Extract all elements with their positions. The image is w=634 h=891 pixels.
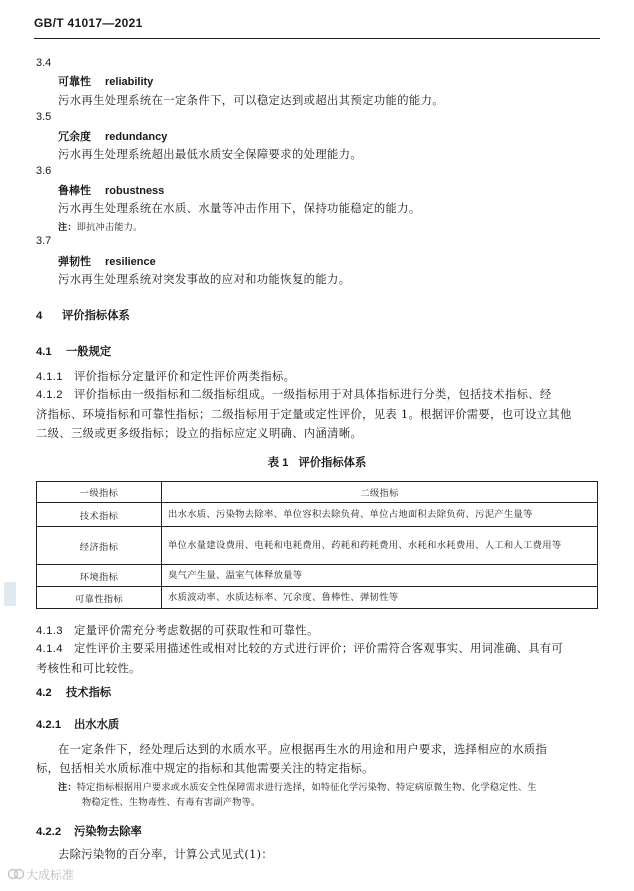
paragraph-text: 评价指标分定量评价和定性评价两类指标。 xyxy=(74,370,296,383)
table-cell-level2: 出水水质、污染物去除率、单位容积去除负荷、单位占地面积去除负荷、污泥产生量等 xyxy=(162,503,598,527)
section-heading xyxy=(36,823,142,839)
watermark-text: 大成标准 xyxy=(26,868,75,882)
paragraph-line: 在一定条件下，经处理后达到的水质水平。应根据再生水的用途和用户要求，选择相应的水质指 xyxy=(58,743,548,756)
table-number: 表 1 xyxy=(267,457,289,469)
table-title: 评价指标体系 xyxy=(298,456,367,469)
section-title: 技术指标 xyxy=(66,686,112,699)
note-line xyxy=(58,780,598,795)
term-zh: 可靠性 xyxy=(58,75,91,88)
paragraph-line: 济指标、环境指标和可靠性指标；二级指标用于定量或定性评价，见表 1。根据评价需要，也可设立其他 xyxy=(36,408,572,421)
paragraph xyxy=(36,621,602,641)
term-zh: 冗余度 xyxy=(58,130,91,143)
watermark xyxy=(8,866,74,883)
term-note xyxy=(58,219,143,233)
paragraph xyxy=(36,639,602,678)
paragraph-number: 4.1.4 xyxy=(36,643,63,655)
note-label: 注： xyxy=(58,782,77,793)
table-row xyxy=(37,565,598,587)
term-zh: 弹韧性 xyxy=(58,255,91,268)
clause-number: 3.7 xyxy=(36,235,52,247)
section-title: 出水水质 xyxy=(74,718,120,731)
clause-number: 3.5 xyxy=(36,111,52,123)
table-cell-level1: 环境指标 xyxy=(37,565,162,587)
table-header-cell: 二级指标 xyxy=(162,482,598,503)
table-cell-level2: 水质波动率、水质达标率、冗余度、鲁棒性、弹韧性等 xyxy=(162,587,598,609)
table-cell-level1: 技术指标 xyxy=(37,503,162,527)
term-zh: 鲁棒性 xyxy=(58,184,91,197)
paragraph-line: 标，包括相关水质标准中规定的指标和其他需要关注的特定指标。 xyxy=(36,762,374,775)
paragraph xyxy=(36,740,602,778)
section-number: 4.1 xyxy=(36,346,52,358)
table-row xyxy=(37,587,598,609)
term-en: reliability xyxy=(105,76,154,88)
paragraph-line xyxy=(36,639,602,659)
table-cell-level2: 单位水量建设费用、电耗和电耗费用、药耗和药耗费用、水耗和水耗费用、人工和人工费用等 xyxy=(162,527,598,565)
paragraph-line: 二级、三级或更多级指标；设立的指标应定义明确、内涵清晰。 xyxy=(36,427,363,440)
paragraph-line xyxy=(36,385,602,405)
paragraph-text: 定量评价需充分考虑数据的可获取性和可靠性。 xyxy=(74,624,319,637)
term-en: redundancy xyxy=(105,131,168,143)
term-definition: 污水再生处理系统在水质、水量等冲击作用下，保持功能稳定的能力。 xyxy=(58,202,421,215)
term-definition: 污水再生处理系统超出最低水质安全保障要求的处理能力。 xyxy=(58,148,363,161)
table-row xyxy=(37,503,598,527)
note-label: 注： xyxy=(58,222,77,233)
table-header-row xyxy=(37,482,598,503)
term-title xyxy=(58,73,153,89)
section-title: 评价指标体系 xyxy=(62,309,130,322)
standard-id-header: GB/T 41017—2021 xyxy=(34,16,143,30)
note xyxy=(58,780,598,810)
clause-number: 3.4 xyxy=(36,57,52,69)
note-text: 特定指标根据用户要求或水质安全性保障需求进行选择，如特征化学污染物、特定病原微生物、化学稳定性、生 xyxy=(76,782,537,793)
section-heading xyxy=(36,684,111,700)
term-title xyxy=(58,253,156,269)
paragraph: 去除污染物的百分率，计算公式见式(1)： xyxy=(58,848,274,861)
note-line: 物稳定性、生物毒性、有毒有害副产物等。 xyxy=(82,797,261,808)
term-definition: 污水再生处理系统对突发事故的应对和功能恢复的能力。 xyxy=(58,273,351,286)
table-cell-level1: 经济指标 xyxy=(37,527,162,565)
section-number: 4.2 xyxy=(36,687,52,699)
side-tab-marker xyxy=(4,582,16,606)
table-caption xyxy=(0,454,634,470)
paragraph-number: 4.1.1 xyxy=(36,371,63,383)
term-definition: 污水再生处理系统在一定条件下，可以稳定达到或超出其预定功能的能力。 xyxy=(58,94,445,107)
indicator-table xyxy=(36,481,598,609)
table-cell-level1: 可靠性指标 xyxy=(37,587,162,609)
paragraph-number: 4.1.2 xyxy=(36,389,63,401)
table-header-cell: 一级指标 xyxy=(37,482,162,503)
clause-number: 3.6 xyxy=(36,165,52,177)
watermark-logo-icon xyxy=(8,867,24,881)
term-title xyxy=(58,182,164,198)
section-number: 4.2.2 xyxy=(36,826,62,838)
paragraph xyxy=(36,385,602,443)
paragraph-text: 定性评价主要采用描述性或相对比较的方式进行评价；评价需符合客观事实、用词准确、具有可 xyxy=(74,642,564,655)
term-en: robustness xyxy=(105,185,165,197)
term-en: resilience xyxy=(105,256,156,268)
section-number: 4 xyxy=(36,310,43,322)
section-number: 4.2.1 xyxy=(36,719,62,731)
term-title xyxy=(58,128,167,144)
note-text: 即抗冲击能力。 xyxy=(76,222,143,233)
paragraph-text: 评价指标由一级指标和二级指标组成。一级指标用于对具体指标进行分类，包括技术指标、经 xyxy=(74,388,552,401)
table-row xyxy=(37,527,598,565)
header-rule xyxy=(34,38,600,39)
section-heading xyxy=(36,716,119,732)
table-cell-level2: 臭气产生量、温室气体释放量等 xyxy=(162,565,598,587)
section-heading xyxy=(36,307,130,323)
paragraph-number: 4.1.3 xyxy=(36,625,63,637)
paragraph-line: 考核性和可比较性。 xyxy=(36,662,141,675)
section-title: 污染物去除率 xyxy=(74,825,142,838)
section-title: 一般规定 xyxy=(66,345,112,358)
paragraph xyxy=(36,367,602,387)
section-heading xyxy=(36,343,111,359)
